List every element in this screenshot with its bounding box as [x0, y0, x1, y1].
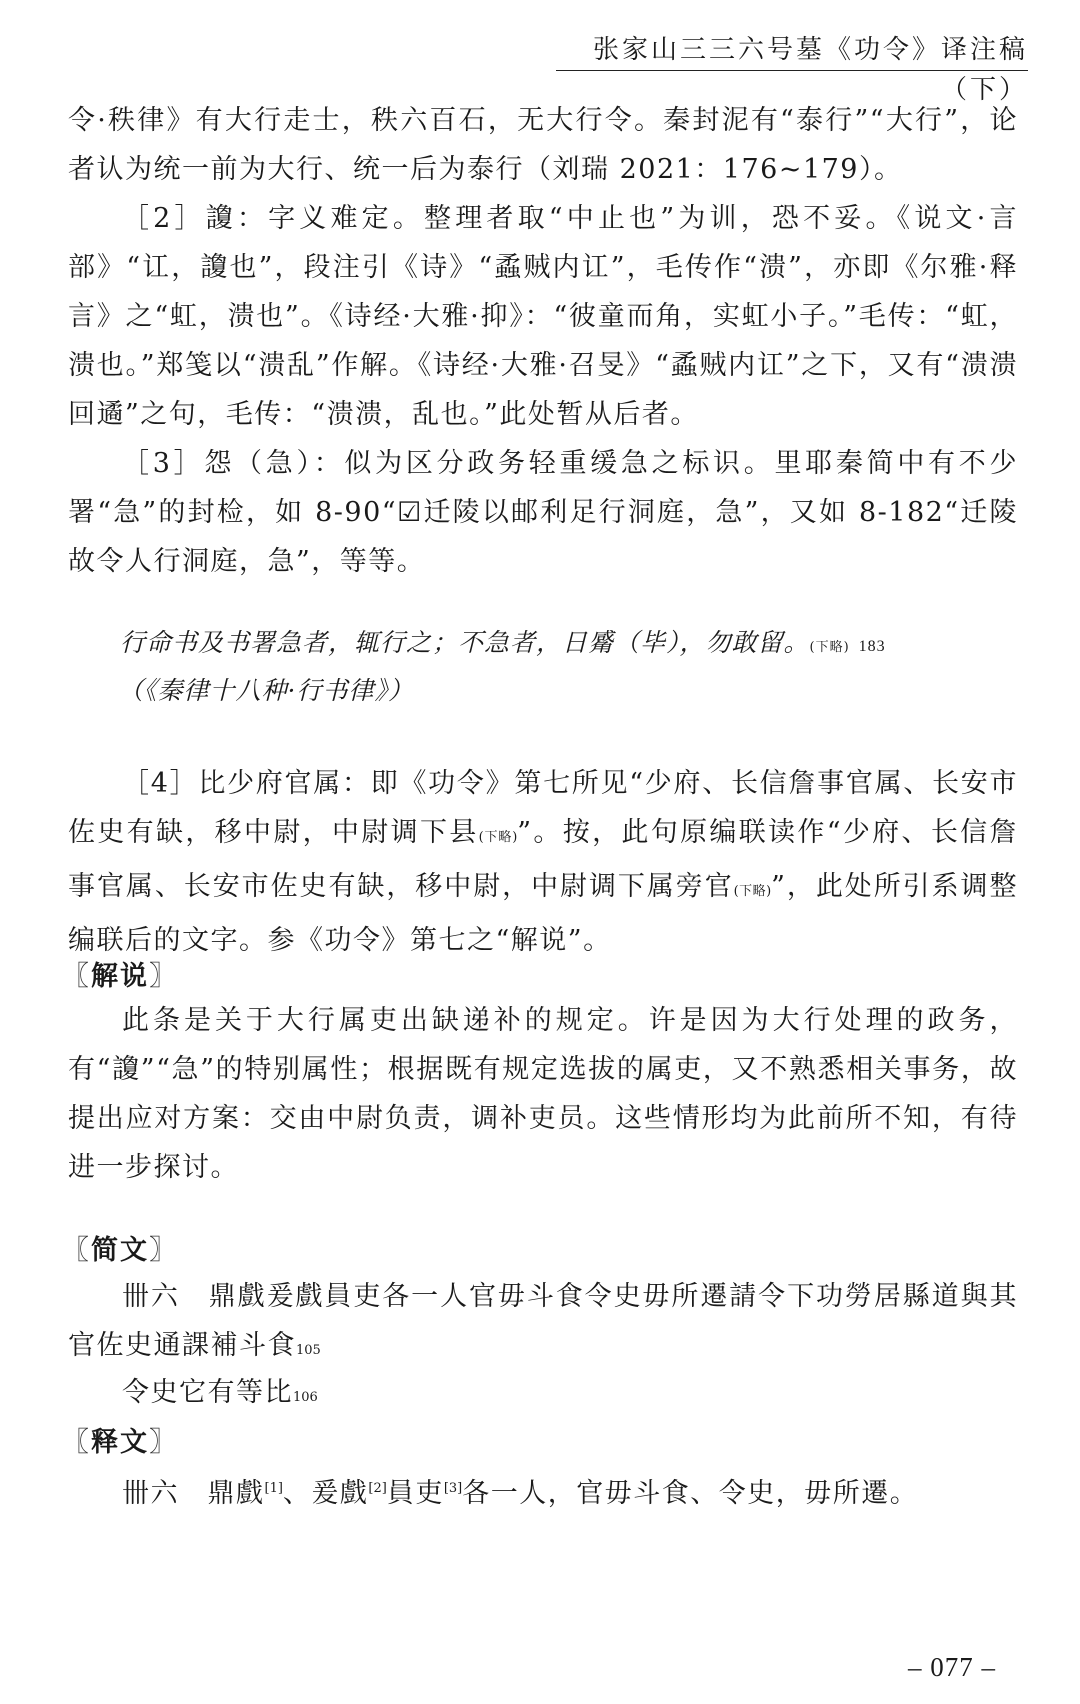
note-3: ［3］怨（急）：似为区分政务轻重缓急之标识。里耶秦简中有不少署“急”的封检，如 8-90“☑迁陵以邮利足行洞庭，急”，又如 8-182“迁陵故令人行洞庭，急”，等等。: [68, 448, 1018, 577]
note-2: ［2］讂：字义难定。整理者取“中止也”为训，恐不妥。《说文·言部》“讧，讂也”，段注引《诗》“蟊贼内讧”，毛传作“溃”，亦即《尔雅·释言》之“虹，溃也”。《诗经·大雅·抑》：“彼童而角，实虹小子。”毛传：“虹，溃也。”郑笺以“溃乱”作解。《诗经·大雅·召旻》“蟊贼内讧”之下，又有“溃溃回遹”之句，毛传：“溃溃，乱也。”此处暂从后者。: [68, 203, 1018, 430]
slip-number-105: 105: [296, 1343, 321, 1358]
quote-slip-number: 183: [858, 638, 886, 655]
quote-omission-mark: (下略): [809, 640, 850, 655]
slip-text-content-2: 令史它有等比: [122, 1377, 293, 1408]
note-4: [68, 759, 1018, 965]
note-4-omission-2: (下略): [733, 884, 772, 899]
running-header: 张家山三三六号墓《功令》译注稿（下）: [556, 30, 1028, 71]
transcription-part-4: 各一人，官毋斗食、令史，毋所遷。: [462, 1478, 919, 1509]
section-heading-transcription: 〖释文〗: [62, 1427, 178, 1458]
slip-text-line-2: [122, 1368, 1072, 1422]
note-4-omission-1: (下略): [478, 830, 518, 845]
footnote-marker-3: [3]: [443, 1481, 463, 1496]
note-4-part-c: ”，此处所引系调整编联后的文字。参《功令》第七之“解说”。: [68, 871, 1018, 956]
quote-source: （《秦律十八种·行书律》）: [118, 676, 414, 705]
section-heading-explanation: 〖解说〗: [62, 961, 178, 992]
footnote-marker-2: [2]: [368, 1481, 387, 1496]
note-1-continuation: 令·秩律》有大行走士，秩六百石，无大行令。秦封泥有“泰行”“大行”，论者认为统一前为大行、统一后为泰行（刘瑞 2021：176~179）。: [68, 105, 1018, 185]
quote-text: 行命书及书署急者，辄行之；不急者，日觱（毕），勿敢留。: [120, 628, 810, 657]
slip-text-line-1: [68, 1272, 1018, 1375]
transcription-part-3: 員吏: [386, 1478, 444, 1509]
transcription-line: [68, 1464, 1018, 1518]
note-4-part-a: ［4］比少府官属：即《功令》第七所见“少府、长信詹事官属、长安市佐史有缺，移中尉，中尉调下县: [68, 768, 1018, 848]
note-4-part-b: ”。按，此句原编联读作“少府、长信詹事官属、长安市佐史有缺，移中尉，中尉调下属旁官: [68, 817, 1019, 902]
transcription-heading-label: 释文: [91, 1427, 149, 1458]
slip-number-106: 106: [293, 1390, 318, 1405]
section-heading-slip-text: 〖简文〗: [62, 1235, 178, 1266]
block-quote: [120, 618, 1030, 673]
explanation-heading-label: 解说: [91, 961, 149, 992]
explanation-text: 此条是关于大行属吏出缺递补的规定。许是因为大行处理的政务，有“讂”“急”的特别属性；根据既有规定选拔的属吏，又不熟悉相关事务，故提出应对方案：交由中尉负责，调补吏员。这些情形均为此前所不知，有待进一步探讨。: [68, 1005, 1018, 1183]
page-number: – 077 –: [908, 1652, 996, 1682]
slip-text-content-1: 卌六 鼎戲爰戲員吏各一人官毋斗食令史毋所遷請令下功勞居縣道與其官佐史通課補斗食: [68, 1281, 1018, 1361]
transcription-part-2: 、爰戲: [282, 1478, 369, 1509]
transcription-part-1: 卌六 鼎戲: [122, 1478, 265, 1509]
slip-text-heading-label: 简文: [91, 1235, 149, 1266]
footnote-marker-1: [1]: [264, 1481, 283, 1496]
